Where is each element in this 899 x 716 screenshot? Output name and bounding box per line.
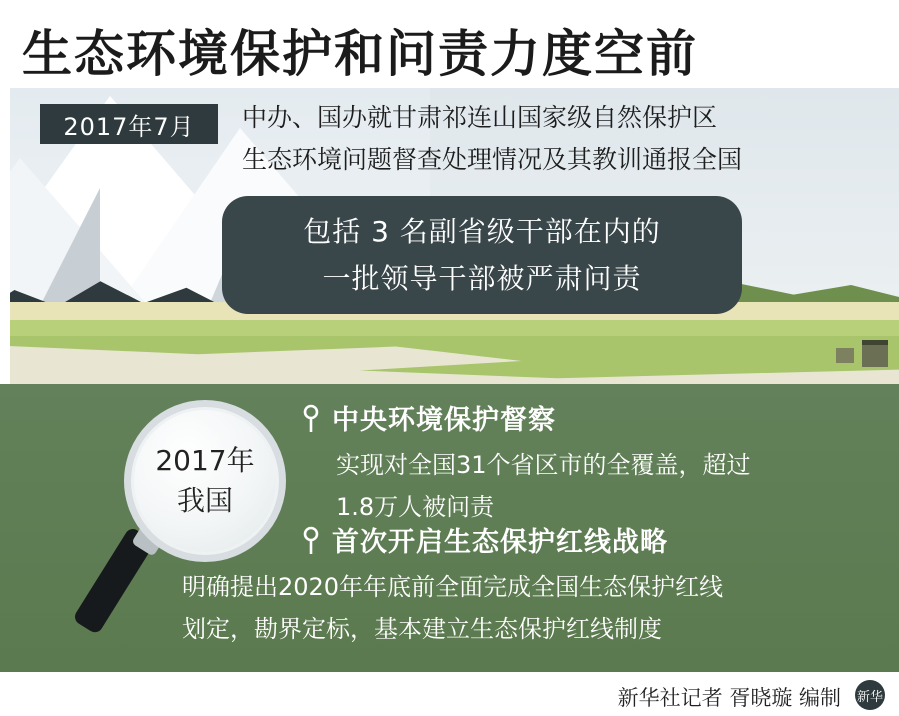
footer-bar [0,672,899,716]
location-pin-icon [300,526,322,556]
house-icon [862,340,888,367]
section-2-heading: 首次开启生态保护红线战略 [332,527,668,558]
callout-line-1: 包括 3 名副省级干部在内的 [303,215,661,248]
date-tag [40,104,218,144]
section-1-body [336,444,751,528]
section-1-body-line-1: 实现对全国31个省区市的全覆盖，超过 [336,451,751,479]
subtitle-block [242,97,742,181]
section-1-heading: 中央环境保护督察 [332,405,556,436]
section-1-body-line-2: 1.8万人被问责 [336,493,495,521]
page-title: 生态环境保护和问责力度空前 [22,25,698,83]
magnifier-lens [124,400,286,562]
house-small-icon [836,348,854,363]
subtitle-line-2: 生态环境问题督查处理情况及其教训通报全国 [242,145,743,174]
section-2-body-line-2: 划定，勘界定标，基本建立生态保护红线制度 [182,615,662,643]
location-pin-icon [300,404,322,434]
title-band [0,0,899,88]
xinhua-logo-icon: 新华 [855,680,885,710]
magnifier-line-2: 我国 [176,484,233,517]
magnifier-line-1: 2017年 [155,444,255,477]
footer-credit: 新华社记者 胥晓璇 编制 [617,686,841,710]
subtitle-line-1: 中办、国办就甘肃祁连山国家级自然保护区 [242,103,718,132]
section-2-body [182,566,723,650]
highlight-callout [222,196,742,314]
left-white-margin [0,88,10,384]
date-tag-label: 2017年7月 [63,112,195,141]
callout-line-2: 一批领导干部被严肃问责 [322,262,642,295]
section-2-body-line-1: 明确提出2020年年底前全面完成全国生态保护红线 [182,573,724,601]
